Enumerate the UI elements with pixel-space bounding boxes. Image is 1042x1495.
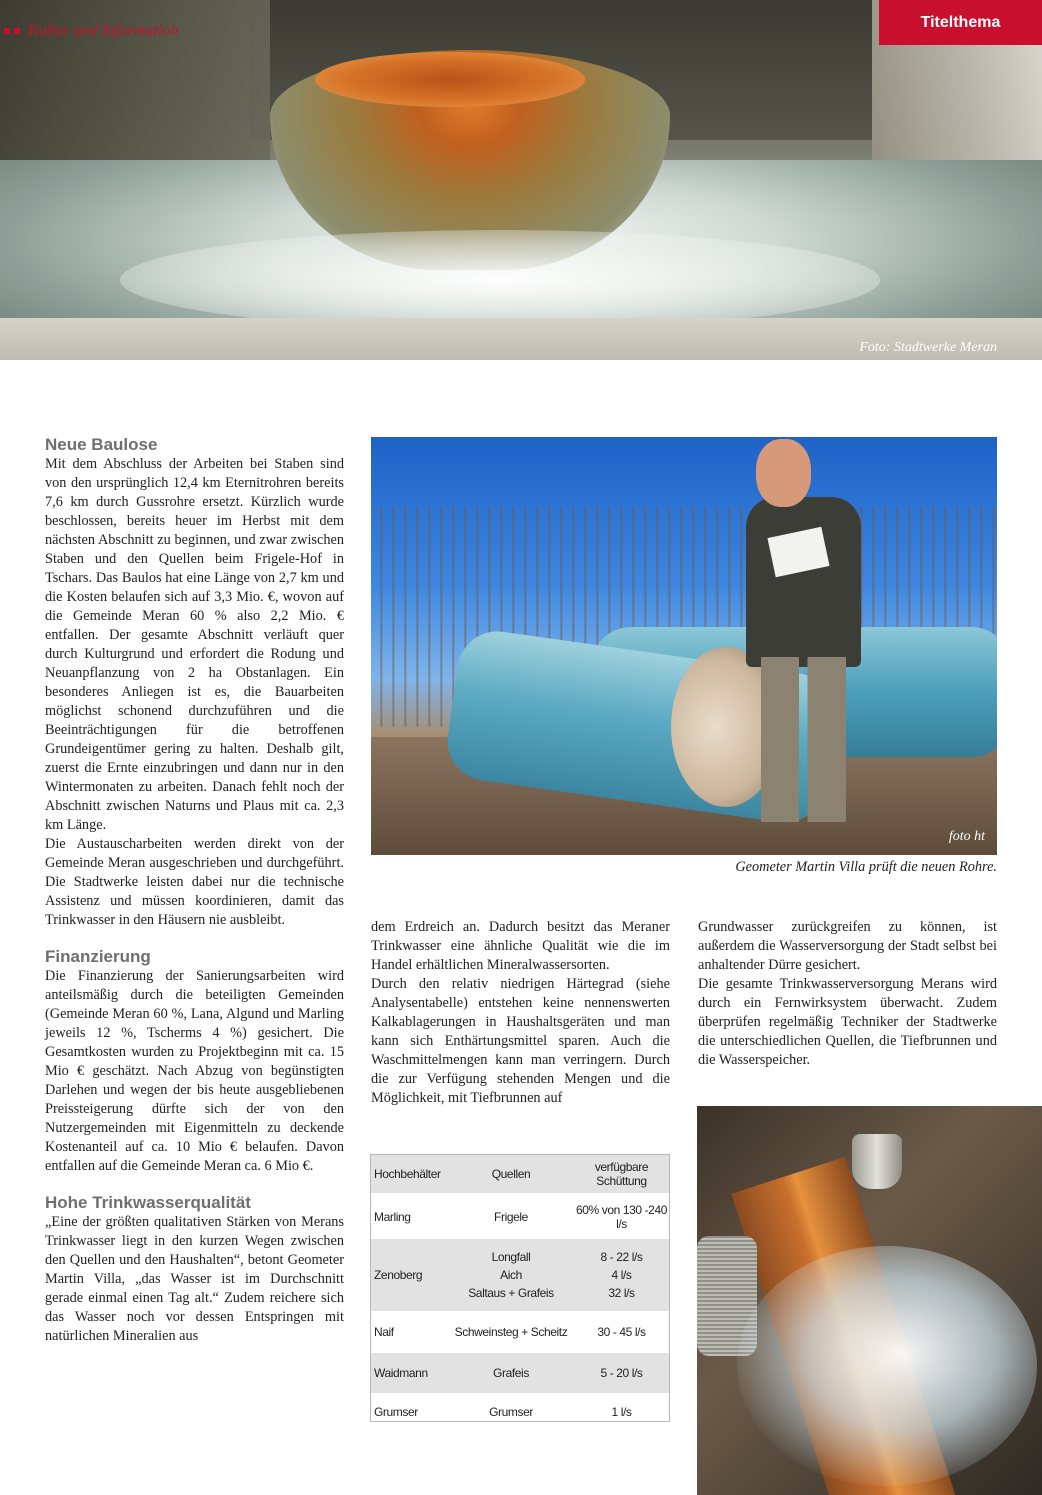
photo-water-splash	[737, 1246, 1037, 1486]
table-cell: Waidmann	[371, 1353, 449, 1393]
photo-credit: foto ht	[948, 829, 985, 844]
table-cell: Marling	[371, 1194, 449, 1239]
paragraph: Durch den relativ niedrigen Härtegrad (siehe Analysentabelle) entstehen keine nennenswerten Kalkablagerungen in Haushaltsgeräten und man kann sich Enthärtungsmittel sparen. Auch die Waschmittelmengen kann man verringern. Durch die zur Verfügung stehenden Mengen und die Möglichkeit, mit Tiefbrunnen auf	[371, 976, 670, 1106]
table-cell	[573, 1239, 670, 1311]
paragraph: Die gesamte Trinkwasserversorgung Merans wird durch ein Fernwirksystem überwacht. Zudem überprüfen regelmäßig Techniker der Stadtwerke die unterschiedlichen Quellen, die Tiefbrunnen und die Wasserspeicher.	[698, 976, 997, 1068]
heading-finanzierung: Finanzierung	[45, 947, 151, 966]
section-marker-icon	[4, 28, 10, 34]
table-row	[371, 1239, 670, 1311]
table-header: verfügbare Schüttung	[573, 1155, 670, 1194]
table-cell-line: Aich	[500, 1268, 522, 1282]
column-2	[371, 918, 670, 1108]
table-cell: 5 - 20 l/s	[573, 1353, 670, 1393]
table-cell-line: Saltaus + Grafeis	[468, 1286, 554, 1300]
section-marker-icon	[14, 28, 20, 34]
table-row	[371, 1311, 670, 1353]
column-3	[698, 918, 997, 1070]
table-cell: 30 - 45 l/s	[573, 1311, 670, 1353]
photo-pipes-geometer	[371, 437, 997, 855]
hero-fountain-rim	[315, 52, 585, 107]
paragraph: Die Finanzierung der Sanierungsarbeiten wird anteilsmäßig durch die beteiligten Gemeinden (Gemeinde Meran 60 %, Lana, Algund und Marling jeweils 12 %, Tscherms 4 %) gesichert. Die Gesamtkosten wurden zu Projektbeginn mit ca. 15 Mio € geschätzt. Nach Abzug von begünstigten Darlehen und wegen der bis heute ausgebliebenen Preissteigerung dürfte sich der von den Nutzergemeinden mit Eigenmitteln zu deckende Kostenanteil auf ca. 10 Mio € belaufen. Davon entfallen auf die Gemeinde Meran ca. 6 Mio €.	[45, 968, 344, 1174]
table-cell: Grumser	[449, 1393, 573, 1431]
paragraph: Grundwasser zurückgreifen zu können, ist außerdem die Wasserversorgung der Stadt selbst bei anhaltender Dürre gesichert.	[698, 919, 997, 973]
table-row	[371, 1353, 670, 1393]
hero-photo-fountain	[0, 0, 1042, 360]
hero-photo-credit: Foto: Stadtwerke Meran	[859, 340, 997, 355]
topic-tag: Titelthema	[879, 0, 1042, 45]
table-row	[371, 1194, 670, 1239]
analysis-table	[371, 1155, 670, 1431]
table-cell: Grafeis	[449, 1353, 573, 1393]
table-cell: Zenoberg	[371, 1239, 449, 1311]
table-cell: 60% von 130 -240 l/s	[573, 1194, 670, 1239]
table-cell	[449, 1239, 573, 1311]
heading-trinkwasserqualitaet: Hohe Trinkwasserqualität	[45, 1193, 251, 1212]
table-header: Hochbehälter	[371, 1155, 449, 1194]
table-cell: Grumser	[371, 1393, 449, 1431]
paragraph: Mit dem Abschluss der Arbeiten bei Staben sind von den ursprünglich 12,4 km Eternitrohren bereits 7,6 km durch Gussrohre ersetzt. Kürzlich wurde beschlossen, bereits heuer im Herbst mit dem nächsten Abschnitt zu beginnen, und zwar zwischen Staben und den Quellen beim Frigele-Hof in Tschars. Das Baulos hat eine Länge von 2,7 km und die Kosten belaufen sich auf 3,3 Mio. €, wovon auf die Gemeinde Meran 60 % also 2,2 Mio. € entfallen. Der gesamte Abschnitt verläuft quer durch Kulturgrund und erfordert die Rodung und Neuanpflanzung von 2 ha Obstanlagen. Ein besonderes Anliegen ist es, die Bauarbeiten möglichst schonend durchzuführen und die Beeinträchtigungen für die betroffenen Grundeigentümer gering zu halten. Deshalb gilt, zuerst die Ernte einzubringen und dann nur in den Wintermonaten zu arbeiten. Danach fehlt noch der Abschnitt zwischen Naturns und Plaus mit ca. 2,3 km Länge.	[45, 456, 344, 833]
table-cell: Naif	[371, 1311, 449, 1353]
column-1	[45, 435, 344, 1346]
paragraph: Die Austauscharbeiten werden direkt von der Gemeinde Meran ausgeschrieben und durchgeführt. Die Stadtwerke leisten dabei nur die technische Assistenz und müssen koordinieren, damit das Trinkwasser in den Häusern nie ausbleibt.	[45, 836, 344, 928]
table-cell: Schweinsteg + Scheitz	[449, 1311, 573, 1353]
paragraph: „Eine der größten qualitativen Stärken von Merans Trinkwasser liegt in den kurzen Wegen zwischen den Quellen und den Haushalten“, betont Geometer Martin Villa, „das Wasser ist im Durchschnitt gerade einmal einen Tag alt.“ Zudem reichere sich das Wasser noch vor dessen Entspringen mit natürlichen Mineralien aus	[45, 1214, 344, 1344]
table-cell-line: 4 l/s	[611, 1268, 632, 1282]
photo-sample-cup	[852, 1134, 902, 1189]
photo-person	[746, 437, 861, 827]
hero-foam	[120, 230, 880, 330]
person-legs	[761, 657, 846, 822]
section-label	[4, 22, 178, 40]
person-head	[756, 439, 811, 507]
photo-caption: Geometer Martin Villa prüft die neuen Rohre.	[735, 859, 997, 875]
table-header: Quellen	[449, 1155, 573, 1194]
person-jacket	[746, 497, 861, 667]
table-header-row	[371, 1155, 670, 1194]
paragraph: dem Erdreich an. Dadurch besitzt das Meraner Trinkwasser eine ähnliche Qualität wie die im Handel erhältlichen Mineralwassersorten.	[371, 919, 670, 973]
heading-neue-baulose: Neue Baulose	[45, 435, 158, 454]
table-cell: Frigele	[449, 1194, 573, 1239]
table-cell-line: 32 l/s	[608, 1286, 635, 1300]
table-cell-line: Longfall	[491, 1250, 531, 1264]
photo-water-channel	[697, 1106, 1042, 1495]
table-row	[371, 1393, 670, 1431]
table-cell: 1 l/s	[573, 1393, 670, 1431]
table-cell-line: 8 - 22 l/s	[600, 1250, 643, 1264]
section-label-text: Kultur und Information	[28, 22, 179, 39]
